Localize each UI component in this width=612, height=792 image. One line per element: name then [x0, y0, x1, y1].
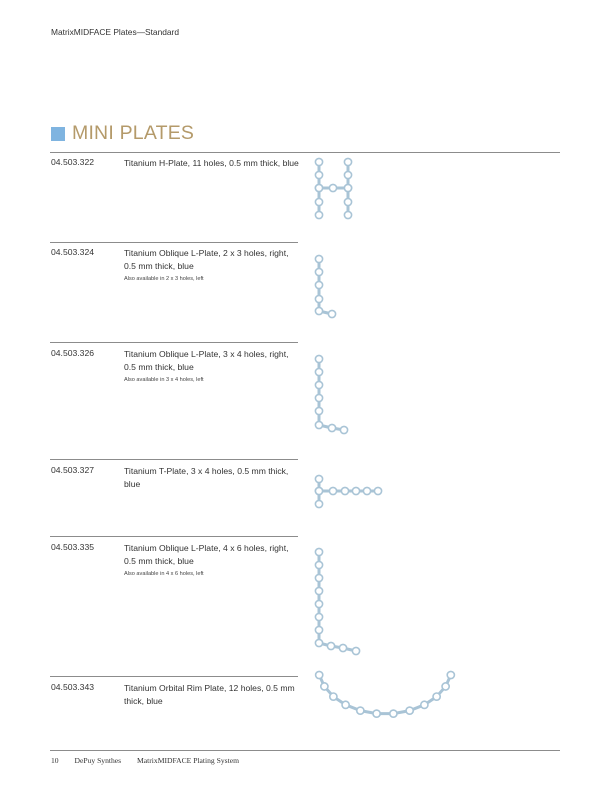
plate-hole — [315, 295, 322, 302]
plate-hole — [340, 426, 347, 433]
plate-hole — [315, 487, 322, 494]
l-plate-3x4-icon — [315, 355, 347, 433]
plate-hole — [421, 701, 428, 708]
plate-hole — [327, 642, 334, 649]
availability-note: Also available in 3 x 4 holes, left — [124, 377, 204, 383]
plate-hole — [315, 158, 322, 165]
description-text: Titanium Oblique L-Plate, 3 x 4 holes, right, 0.5 mm thick, blue — [124, 349, 289, 372]
description-text: Titanium Oblique L-Plate, 4 x 6 holes, right, 0.5 mm thick, blue — [124, 543, 289, 566]
footer-rule — [50, 750, 560, 751]
plate-hole — [315, 421, 322, 428]
footer-system: MatrixMIDFACE Plating System — [137, 756, 239, 765]
plate-hole — [315, 561, 322, 568]
plate-hole — [330, 693, 337, 700]
plate-hole — [315, 281, 322, 288]
plate-hole — [315, 368, 322, 375]
plate-hole — [352, 647, 359, 654]
plate-hole — [315, 211, 322, 218]
plate-hole — [344, 184, 351, 191]
plate-hole — [315, 255, 322, 262]
plate-hole — [390, 710, 397, 717]
product-code: 04.503.343 — [51, 682, 95, 692]
plate-hole — [321, 683, 328, 690]
plate-hole — [329, 184, 336, 191]
plate-hole — [374, 487, 381, 494]
description-text: Titanium T-Plate, 3 x 4 holes, 0.5 mm thick, blue — [124, 466, 289, 489]
description-text: Titanium Oblique L-Plate, 2 x 3 holes, right, 0.5 mm thick, blue — [124, 248, 289, 271]
plate-hole — [328, 424, 335, 431]
plate-hole — [315, 500, 322, 507]
plate-hole — [315, 613, 322, 620]
plate-hole — [363, 487, 370, 494]
section-title: MINI PLATES — [72, 122, 195, 144]
availability-note: Also available in 4 x 6 holes, left — [124, 571, 204, 577]
plate-hole — [315, 574, 322, 581]
t-plate-icon — [315, 475, 381, 507]
plate-hole — [329, 487, 336, 494]
product-code: 04.503.327 — [51, 465, 95, 475]
plate-hole — [315, 268, 322, 275]
plate-hole — [315, 394, 322, 401]
page-footer — [51, 756, 253, 765]
availability-note: Also available in 2 x 3 holes, left — [124, 276, 204, 282]
plate-hole — [316, 671, 323, 678]
plate-hole — [315, 639, 322, 646]
plate-hole — [339, 644, 346, 651]
description-text: Titanium Orbital Rim Plate, 12 holes, 0.5 mm thick, blue — [124, 683, 295, 706]
plate-hole — [406, 707, 413, 714]
footer-brand: DePuy Synthes — [74, 756, 122, 765]
l-plate-4x6-icon — [315, 548, 359, 654]
plate-hole — [315, 587, 322, 594]
plate-hole — [315, 475, 322, 482]
product-code: 04.503.324 — [51, 247, 95, 257]
page-number: 10 — [51, 756, 59, 765]
h-plate-icon — [315, 158, 351, 218]
plate-hole — [315, 381, 322, 388]
description-text: Titanium H-Plate, 11 holes, 0.5 mm thick, blue — [124, 158, 299, 168]
plate-hole — [344, 158, 351, 165]
product-code: 04.503.326 — [51, 348, 95, 358]
plate-hole — [315, 600, 322, 607]
plate-hole — [315, 198, 322, 205]
plate-hole — [442, 683, 449, 690]
plate-hole — [341, 487, 348, 494]
plate-hole — [344, 198, 351, 205]
l-plate-2x3-icon — [315, 255, 335, 317]
plate-hole — [357, 707, 364, 714]
plate-hole — [315, 184, 322, 191]
product-code: 04.503.335 — [51, 542, 95, 552]
plate-hole — [344, 211, 351, 218]
plate-hole — [315, 307, 322, 314]
plate-hole — [344, 171, 351, 178]
plate-hole — [315, 355, 322, 362]
plate-hole — [315, 626, 322, 633]
plate-hole — [342, 701, 349, 708]
plate-hole — [315, 407, 322, 414]
product-code: 04.503.322 — [51, 157, 95, 167]
plate-hole — [328, 310, 335, 317]
orbital-rim-plate-icon — [316, 671, 455, 717]
running-header: MatrixMIDFACE Plates—Standard — [51, 27, 179, 37]
plate-hole — [315, 548, 322, 555]
plate-hole — [352, 487, 359, 494]
plate-hole — [447, 671, 454, 678]
plate-hole — [373, 710, 380, 717]
plate-hole — [315, 171, 322, 178]
plate-hole — [433, 693, 440, 700]
